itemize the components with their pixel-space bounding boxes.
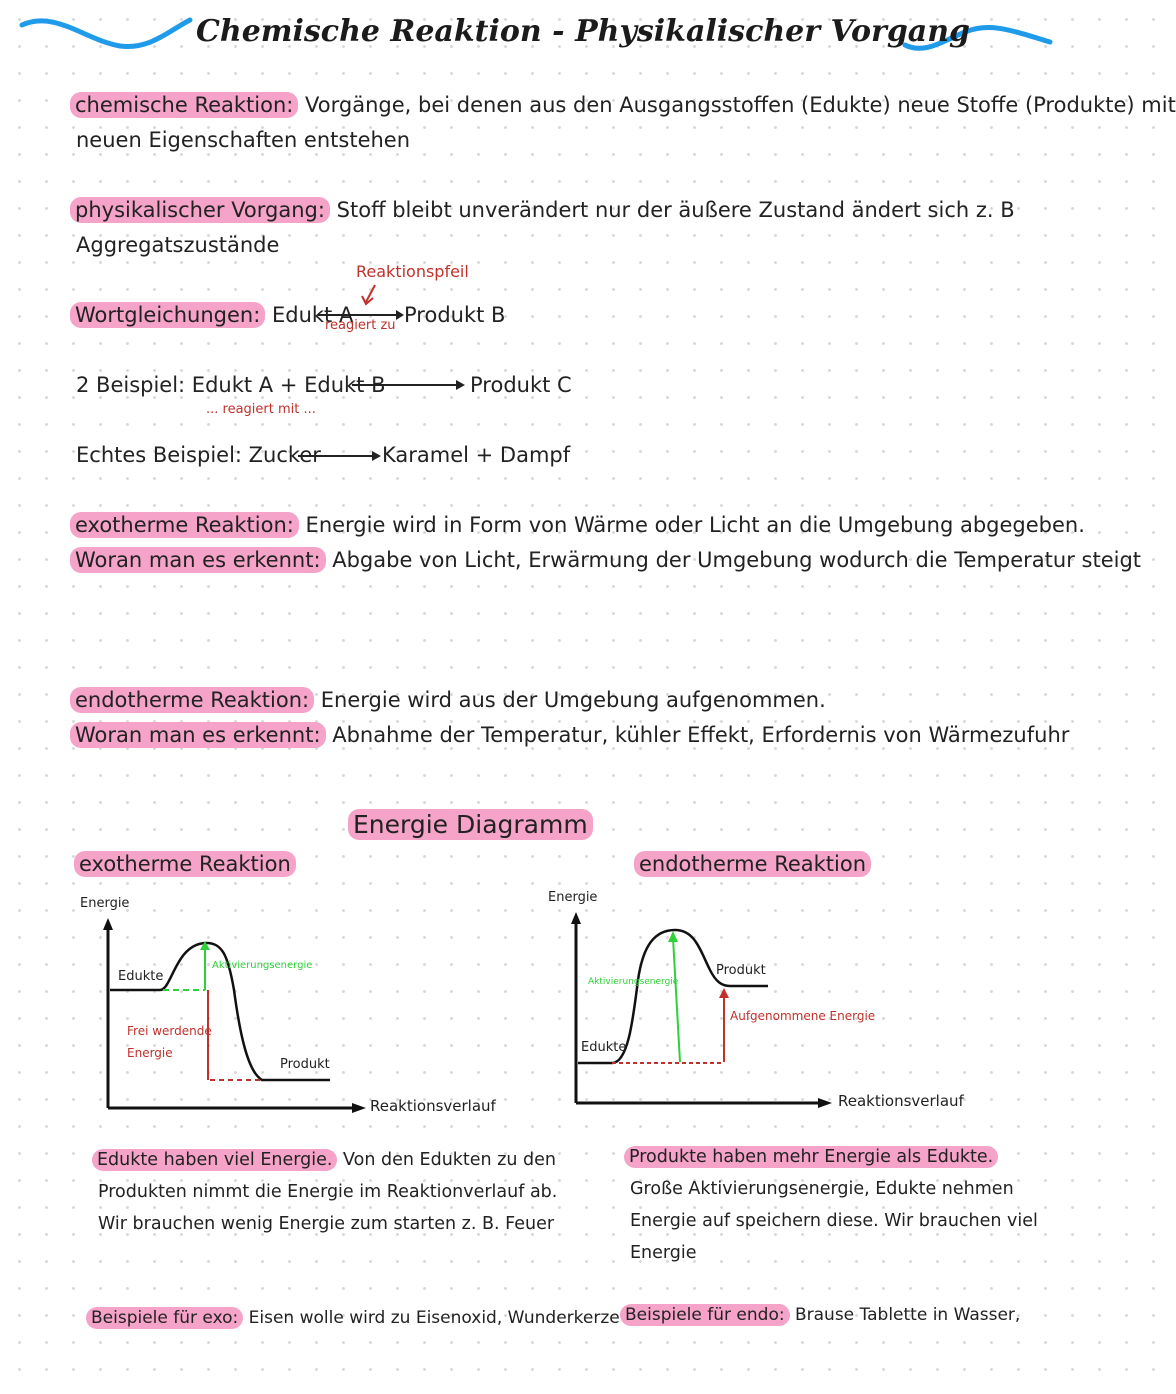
endo-summary-text1: Große Aktivierungsenergie, Edukte nehmen bbox=[630, 1179, 1014, 1199]
endo-diagram-title: endotherme Reaktion bbox=[634, 851, 871, 877]
exo-summary-highlight: Edukte haben viel Energie. bbox=[92, 1149, 337, 1171]
exo-summary bbox=[92, 1144, 557, 1240]
endo-sign-text: Abnahme der Temperatur, kühler Effekt, Erfordernis von Wärmezufuhr bbox=[332, 723, 1070, 747]
endo-product-label: Produkt bbox=[716, 963, 766, 978]
word-rhs: Produkt B bbox=[404, 303, 506, 327]
exo-released-label1: Frei werdende bbox=[127, 1024, 212, 1038]
endo-text: Energie wird aus der Umgebung aufgenommen. bbox=[320, 688, 826, 712]
phys-text2: Aggregatszustände bbox=[76, 233, 280, 257]
exo-examples-text: Eisen wolle wird zu Eisenoxid, Wunderkerze bbox=[248, 1308, 620, 1328]
exo-activation-label: Aktivierungsenergie bbox=[212, 960, 313, 971]
exo-summary-text1: Von den Edukten zu den bbox=[343, 1150, 557, 1170]
exo-summary-text2: Produkten nimmt die Energie im Reaktionverlauf ab. bbox=[98, 1182, 558, 1202]
exo-diagram-title: exotherme Reaktion bbox=[74, 851, 296, 877]
endo-activation-label: Aktivierungsenergie bbox=[588, 977, 679, 987]
endo-term: endotherme Reaktion: bbox=[70, 687, 314, 713]
phys-text1: Stoff bleibt unverändert nur der äußere Zustand ändert sich z. B bbox=[336, 198, 1015, 222]
endo-y-arrowhead bbox=[571, 912, 581, 924]
ex2-rhs: Produkt C bbox=[470, 373, 572, 397]
reacts-to-label: reagiert zu bbox=[325, 318, 396, 333]
endo-examples bbox=[620, 1299, 1020, 1331]
chem-term: chemische Reaktion: bbox=[70, 92, 298, 118]
exo-y-label: Energie bbox=[80, 896, 130, 911]
exo-x-label: Reaktionsverlauf bbox=[370, 1097, 496, 1115]
exo-sign-term: Woran man es erkennt: bbox=[70, 547, 326, 573]
word-lhs: Edukt A bbox=[271, 303, 354, 327]
diagram-heading: Energie Diagramm bbox=[348, 809, 593, 840]
endo-summary-text2: Energie auf speichern diese. Wir brauchen viel bbox=[630, 1211, 1038, 1231]
real-lhs: Echtes Beispiel: Zucker bbox=[76, 443, 321, 467]
endo-educts-label: Edukte bbox=[581, 1040, 627, 1055]
endo-activation-arrow bbox=[673, 938, 680, 1062]
endo-summary-highlight: Produkte haben mehr Energie als Edukte. bbox=[624, 1146, 998, 1168]
word-term: Wortgleichungen: bbox=[70, 302, 265, 328]
endo-x-arrowhead bbox=[818, 1098, 832, 1108]
exo-sign-text: Abgabe von Licht, Erwärmung der Umgebung wodurch die Temperatur steigt bbox=[332, 548, 1142, 572]
endo-examples-term: Beispiele für endo: bbox=[620, 1304, 790, 1326]
chem-text1: Vorgänge, bei denen aus den Ausgangsstoffen (Edukte) neue Stoffe (Produkte) mit bbox=[305, 93, 1176, 117]
exo-text: Energie wird in Form von Wärme oder Licht an die Umgebung abgegeben. bbox=[305, 513, 1085, 537]
page-title: Chemische Reaktion - Physikalischer Vorgang bbox=[196, 14, 971, 49]
endo-x-label: Reaktionsverlauf bbox=[838, 1092, 964, 1110]
endo-sign-term: Woran man es erkennt: bbox=[70, 722, 326, 748]
chem-text2: neuen Eigenschaften entstehen bbox=[76, 128, 411, 152]
arrow-label: Reaktionspfeil bbox=[356, 262, 469, 281]
phys-term: physikalischer Vorgang: bbox=[70, 197, 330, 223]
endo-examples-text: Brause Tablette in Wasser, bbox=[794, 1305, 1021, 1325]
exo-examples bbox=[86, 1302, 620, 1334]
exo-educts-label: Edukte bbox=[118, 969, 164, 984]
ex2-lhs: 2 Beispiel: Edukt A + Edukt B bbox=[76, 373, 386, 397]
exo-summary-line1 bbox=[92, 1144, 557, 1176]
exo-product-label: Produkt bbox=[280, 1057, 330, 1072]
endo-y-label: Energie bbox=[548, 890, 598, 905]
real-rhs: Karamel + Dampf bbox=[382, 443, 571, 467]
exo-examples-term: Beispiele für exo: bbox=[86, 1307, 243, 1329]
endo-summary-text3: Energie bbox=[630, 1243, 697, 1263]
exo-released-label2: Energie bbox=[127, 1046, 173, 1060]
endo-summary-line1 bbox=[624, 1141, 1038, 1173]
endo-absorbed-label: Aufgenommene Energie bbox=[730, 1009, 876, 1023]
exo-summary-text3: Wir brauchen wenig Energie zum starten z. B. Feuer bbox=[98, 1214, 555, 1234]
exo-term: exotherme Reaktion: bbox=[70, 512, 299, 538]
reacts-with-label: ... reagiert mit ... bbox=[206, 402, 316, 417]
endo-summary bbox=[624, 1141, 1038, 1269]
